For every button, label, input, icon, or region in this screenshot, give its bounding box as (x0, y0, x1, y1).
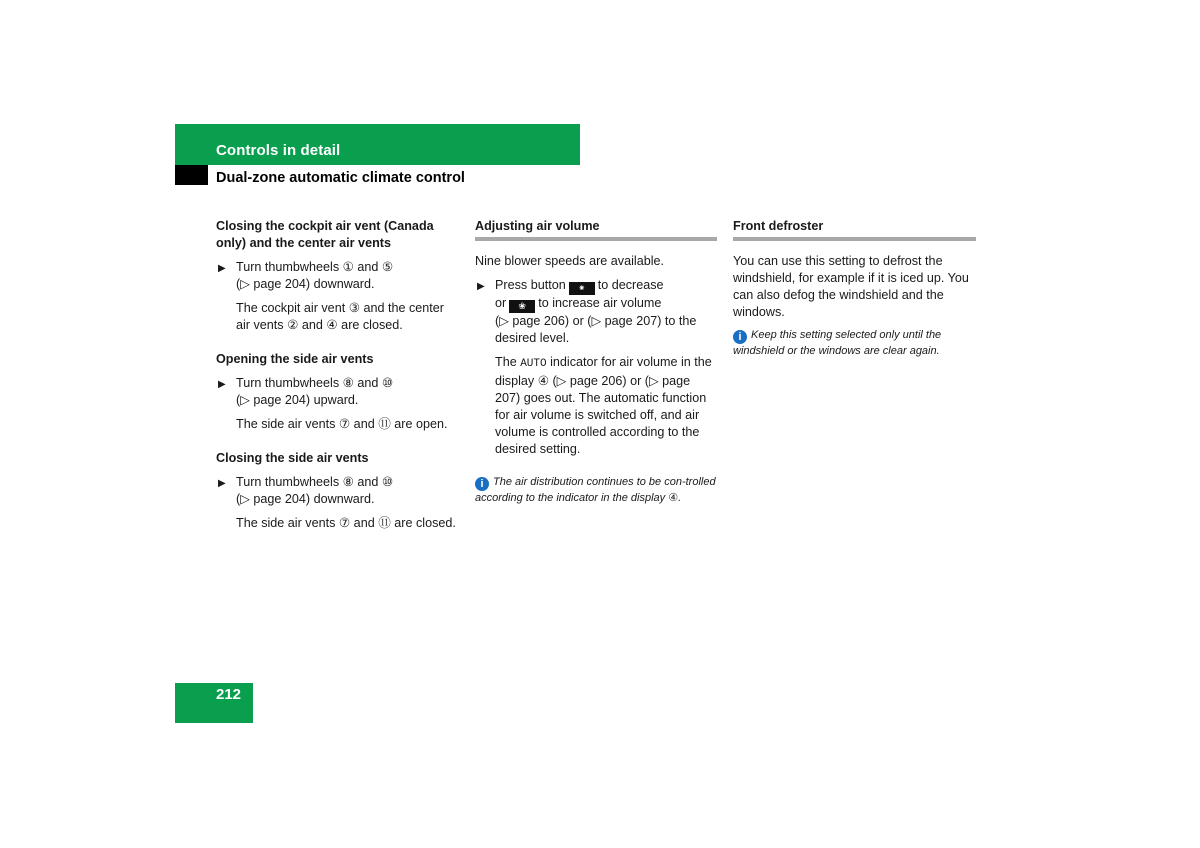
page-number-box (175, 683, 253, 723)
step-result: The cockpit air vent ③ and the center air vents ② and ④ are closed. (236, 301, 444, 332)
heading-adjusting-air-volume: Adjusting air volume (475, 218, 717, 241)
fan-increase-button-icon: ❀ (509, 300, 535, 313)
column-front-defroster (733, 218, 976, 360)
info-icon: i (475, 477, 489, 491)
page-subtitle: Dual-zone automatic climate control (216, 170, 465, 186)
step-text: to increase air volume (538, 296, 662, 310)
step-close-cockpit-vent (216, 259, 460, 293)
step-text-line2: (▷ page 204) upward. (236, 393, 359, 407)
step-text: Press button (495, 278, 566, 292)
info-text: Keep this setting selected only until the windshield or the windows are clear again. (733, 329, 942, 357)
bullet-arrow-icon: ▶ (218, 478, 226, 489)
intro-text: Nine blower speeds are available. (475, 254, 665, 268)
defroster-body: You can use this setting to defrost the windshield, for example if it is iced up. You can also defog the windshield and the windows. (733, 254, 969, 319)
heading-closing-cockpit-vent: Closing the cockpit air vent (Canada only) and the center air vents (216, 219, 434, 250)
result-text: The (495, 355, 517, 369)
fan-decrease-button-icon: ⁕ (569, 282, 595, 295)
step-close-side-vents (216, 474, 460, 508)
step-text-line1: Turn thumbwheels ① and ⑤ (236, 260, 394, 274)
column-air-volume (475, 218, 717, 507)
page-number: 212 (216, 686, 242, 703)
info-note (475, 475, 717, 507)
result-text: indicator for air volume in the display ④ (▷ page 206) or (▷ page 207) goes out. The automatic function for air volume is switched off, and air volume is controlled according to the desired setting. (495, 355, 712, 456)
step-text: (▷ page 206) or (▷ page 207) to the desired level. (495, 314, 697, 345)
header-tab-marker (175, 165, 208, 185)
auto-indicator-label: AUTO (520, 358, 547, 370)
step-result: The side air vents ⑦ and ⑪ are open. (236, 417, 448, 431)
step-adjust-volume (475, 277, 717, 347)
step-text: or (495, 296, 507, 310)
step-result: The side air vents ⑦ and ⑪ are closed. (236, 516, 456, 530)
info-note (733, 328, 976, 360)
step-text-line2: (▷ page 204) downward. (236, 492, 375, 506)
step-text: to decrease (597, 278, 664, 292)
bullet-arrow-icon: ▶ (218, 263, 226, 274)
section-title: Controls in detail (216, 142, 341, 159)
info-icon: i (733, 330, 747, 344)
step-text-line2: (▷ page 204) downward. (236, 277, 375, 291)
step-text-line1: Turn thumbwheels ⑧ and ⑩ (236, 475, 394, 489)
step-text-line1: Turn thumbwheels ⑧ and ⑩ (236, 376, 394, 390)
heading-front-defroster: Front defroster (733, 218, 976, 241)
heading-opening-side-vents: Opening the side air vents (216, 352, 374, 366)
heading-closing-side-vents: Closing the side air vents (216, 451, 369, 465)
step-open-side-vents (216, 375, 460, 409)
column-vents (216, 218, 460, 549)
step-result (475, 354, 717, 458)
info-text: The air distribution continues to be con-trolled according to the indicator in the display ④. (475, 476, 716, 504)
bullet-arrow-icon: ▶ (218, 379, 226, 390)
bullet-arrow-icon: ▶ (477, 281, 485, 292)
